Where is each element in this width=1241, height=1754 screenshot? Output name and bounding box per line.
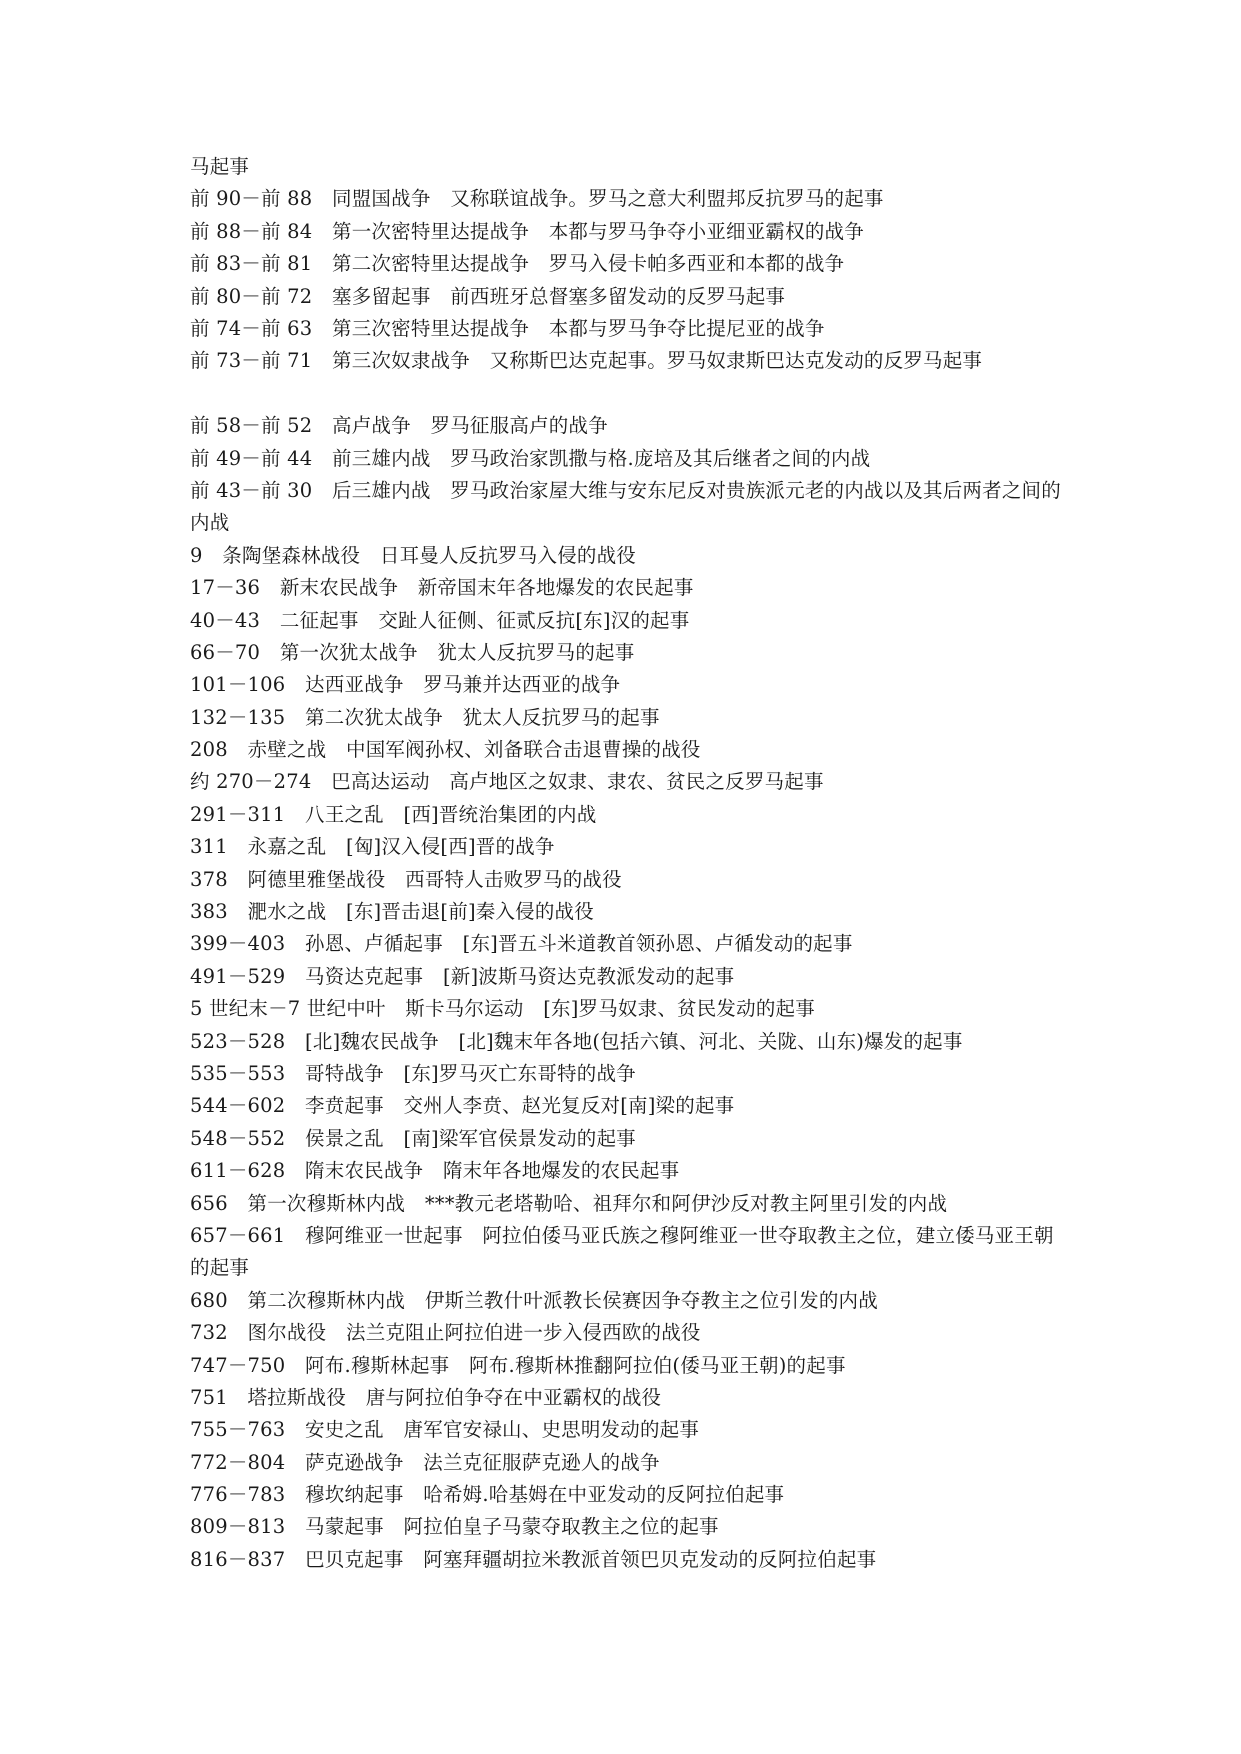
text-line: 约 270－274 巴高达运动 高卢地区之奴隶、隶农、贫民之反罗马起事 [190,770,824,794]
text-line: 前 43－前 30 后三雄内战 罗马政治家屋大维与安东尼反对贵族派元老的内战以及其后两者之间的内战 [190,478,1061,535]
text-line: 9 条陶堡森林战役 日耳曼人反抗罗马入侵的战役 [190,543,637,567]
text-line: 523－528 [北]魏农民战争 [北]魏末年各地(包括六镇、河北、关陇、山东)爆发的起事 [190,1029,963,1053]
text-line: 535－553 哥特战争 [东]罗马灭亡东哥特的战争 [190,1061,636,1085]
text-line: 前 74－前 63 第三次密特里达提战争 本都与罗马争夺比提尼亚的战争 [190,316,825,340]
text-line: 657－661 穆阿维亚一世起事 阿拉伯倭马亚氏族之穆阿维亚一世夺取教主之位，建立倭马亚王朝的起事 [190,1223,1054,1280]
text-line: 前 90－前 88 同盟国战争 又称联谊战争。罗马之意大利盟邦反抗罗马的起事 [190,187,884,211]
text-line: 772－804 萨克逊战争 法兰克征服萨克逊人的战争 [190,1450,660,1474]
text-line: 马起事 [190,155,250,178]
text-line: 前 73－前 71 第三次奴隶战争 又称斯巴达克起事。罗马奴隶斯巴达克发动的反罗马起事 [190,349,983,373]
text-line: 17－36 新末农民战争 新帝国末年各地爆发的农民起事 [190,576,694,600]
text-line: 前 49－前 44 前三雄内战 罗马政治家凯撒与格.庞培及其后继者之间的内战 [190,446,871,470]
blank-line [190,378,1070,410]
text-line: 132－135 第二次犹太战争 犹太人反抗罗马的起事 [190,705,660,729]
text-line: 755－763 安史之乱 唐军官安禄山、史思明发动的起事 [190,1418,700,1442]
text-line: 前 58－前 52 高卢战争 罗马征服高卢的战争 [190,414,608,438]
text-line: 611－628 隋末农民战争 隋末年各地爆发的农民起事 [190,1159,680,1183]
text-line: 101－106 达西亚战争 罗马兼并达西亚的战争 [190,673,621,697]
text-line: 383 淝水之战 [东]晋击退[前]秦入侵的战役 [190,900,594,924]
text-line: 40－43 二征起事 交趾人征侧、征贰反抗[东]汉的起事 [190,608,690,632]
text-line: 399－403 孙恩、卢循起事 [东]晋五斗米道教首领孙恩、卢循发动的起事 [190,932,853,956]
text-line: 751 塔拉斯战役 唐与阿拉伯争夺在中亚霸权的战役 [190,1385,662,1409]
text-line: 前 80－前 72 塞多留起事 前西班牙总督塞多留发动的反罗马起事 [190,284,786,308]
text-line: 656 第一次穆斯林内战 ***教元老塔勒哈、祖拜尔和阿伊沙反对教主阿里引发的内战 [190,1191,948,1215]
text-line: 680 第二次穆斯林内战 伊斯兰教什叶派教长侯赛因争夺教主之位引发的内战 [190,1288,878,1312]
document-body [190,151,1070,1576]
text-line: 747－750 阿布.穆斯林起事 阿布.穆斯林推翻阿拉伯(倭马亚王朝)的起事 [190,1353,846,1377]
text-line: 前 83－前 81 第二次密特里达提战争 罗马入侵卡帕多西亚和本都的战争 [190,252,845,276]
text-line: 816－837 巴贝克起事 阿塞拜疆胡拉米教派首领巴贝克发动的反阿拉伯起事 [190,1547,877,1571]
text-line: 809－813 马蒙起事 阿拉伯皇子马蒙夺取教主之位的起事 [190,1515,719,1539]
text-line: 776－783 穆坎纳起事 哈希姆.哈基姆在中亚发动的反阿拉伯起事 [190,1483,785,1507]
text-line: 291－311 八王之乱 [西]晋统治集团的内战 [190,802,597,826]
text-line: 311 永嘉之乱 [匈]汉入侵[西]晋的战争 [190,835,555,859]
text-line: 491－529 马资达克起事 [新]波斯马资达克教派发动的起事 [190,964,735,988]
text-line: 544－602 李贲起事 交州人李贲、赵光复反对[南]梁的起事 [190,1094,735,1118]
text-line: 732 图尔战役 法兰克阻止阿拉伯进一步入侵西欧的战役 [190,1321,701,1345]
text-line: 208 赤壁之战 中国军阀孙权、刘备联合击退曹操的战役 [190,738,701,762]
text-line: 548－552 侯景之乱 [南]梁军官侯景发动的起事 [190,1126,636,1150]
text-line: 5 世纪末－7 世纪中叶 斯卡马尔运动 [东]罗马奴隶、贫民发动的起事 [190,997,815,1021]
text-line: 66－70 第一次犹太战争 犹太人反抗罗马的起事 [190,640,635,664]
text-line: 378 阿德里雅堡战役 西哥特人击败罗马的战役 [190,867,622,891]
text-line: 前 88－前 84 第一次密特里达提战争 本都与罗马争夺小亚细亚霸权的战争 [190,219,864,243]
